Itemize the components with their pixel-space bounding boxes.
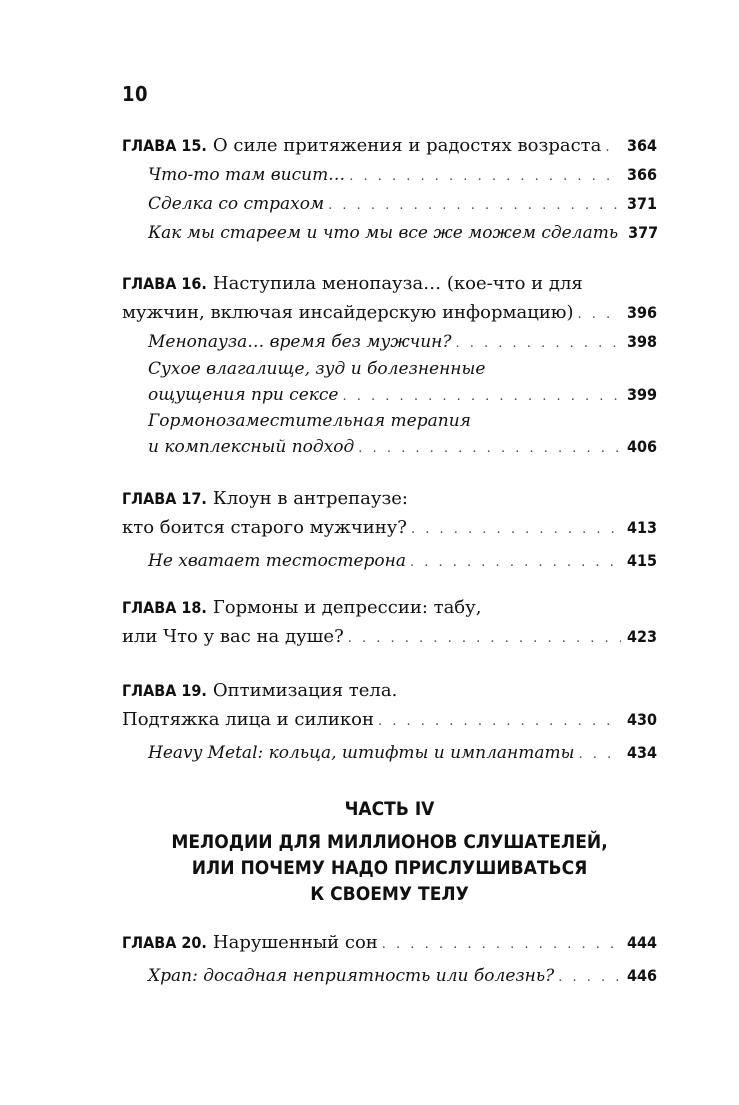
chapter-title: Клоун в антрепаузе: — [212, 488, 408, 509]
toc-section[interactable] — [122, 327, 657, 356]
chapter-page-number: 413 — [626, 518, 657, 537]
section-page-number: 406 — [626, 437, 657, 456]
toc-chapter-15 — [122, 131, 657, 247]
toc-section[interactable] — [122, 434, 657, 460]
section-title: ощущения при сексе — [148, 385, 339, 405]
chapter-title-line[interactable] — [122, 298, 657, 327]
section-title: Что-то там висит… — [148, 165, 346, 185]
toc-section[interactable] — [122, 160, 657, 189]
chapter-title-line[interactable] — [122, 593, 657, 622]
section-title: Менопауза… время без мужчин? — [148, 332, 452, 352]
section-title: и комплексный подход — [148, 437, 355, 457]
chapter-title: Подтяжка лица и силикон — [122, 709, 374, 730]
chapter-page-number: 364 — [626, 136, 657, 155]
chapter-title-line[interactable] — [122, 928, 657, 957]
leader-dots — [410, 548, 621, 577]
chapter-title: мужчин, включая инсайдерскую информацию) — [122, 302, 574, 323]
section-page-number: 399 — [626, 385, 657, 404]
chapter-page-number: 396 — [626, 303, 657, 322]
chapter-label: ГЛАВА 17. — [122, 489, 207, 508]
chapter-title: или Что у вас на душе? — [122, 626, 344, 647]
section-title: Не хватает тестостерона — [148, 551, 406, 571]
chapter-title-line[interactable] — [122, 622, 657, 651]
chapter-title: Наступила менопауза… (кое-что и для — [212, 273, 583, 294]
leader-dots — [578, 740, 620, 769]
chapter-label: ГЛАВА 19. — [122, 681, 207, 700]
chapter-title: О силе притяжения и радостях возраста — [212, 135, 602, 156]
section-title: Сделка со страхом — [148, 194, 325, 214]
toc-chapter-17 — [122, 484, 657, 575]
section-title: Сухое влагалище, зуд и болезненные — [148, 359, 486, 379]
chapter-page-number: 423 — [626, 627, 657, 646]
part-heading — [122, 795, 657, 907]
toc-chapter-20 — [122, 928, 657, 990]
chapter-label: ГЛАВА 20. — [122, 933, 207, 952]
section-page-number: 377 — [628, 223, 659, 242]
section-title: Гормонозаместительная терапия — [148, 411, 471, 431]
leader-dots — [558, 963, 621, 992]
section-title: Храп: досадная неприятность или болезнь? — [148, 966, 555, 986]
toc-section[interactable] — [122, 218, 657, 247]
toc-section[interactable] — [122, 738, 657, 767]
chapter-label: ГЛАВА 15. — [122, 136, 207, 155]
chapter-label: ГЛАВА 18. — [122, 598, 207, 617]
part-label: ЧАСТЬ IV — [344, 798, 435, 820]
section-page-number: 371 — [626, 194, 657, 213]
chapter-title: Нарушенный сон — [212, 932, 378, 953]
chapter-title-line[interactable] — [122, 131, 657, 160]
leader-dots — [358, 436, 621, 462]
section-title: Heavy Metal: кольца, штифты и имплантаты — [148, 743, 575, 763]
section-page-number: 446 — [626, 966, 657, 985]
leader-dots — [411, 515, 621, 544]
section-title: Как мы стареем и что мы все же можем сделать — [148, 223, 619, 243]
leader-dots — [605, 133, 621, 162]
toc-section[interactable] — [122, 382, 657, 408]
toc-chapter-16 — [122, 269, 657, 460]
section-page-number: 415 — [626, 551, 657, 570]
chapter-title-line[interactable] — [122, 676, 657, 705]
chapter-label: ГЛАВА 16. — [122, 274, 207, 293]
chapter-title: кто боится старого мужчину? — [122, 517, 407, 538]
toc-section[interactable] — [122, 961, 657, 990]
chapter-title-line[interactable] — [122, 705, 657, 734]
section-page-number: 398 — [626, 332, 657, 351]
toc-chapter-19 — [122, 676, 657, 767]
toc-section[interactable] — [122, 546, 657, 575]
chapter-title-line[interactable] — [122, 269, 657, 298]
leader-dots — [378, 707, 621, 736]
chapter-page-number: 444 — [626, 933, 657, 952]
chapter-page-number: 430 — [626, 710, 657, 729]
leader-dots — [382, 930, 621, 959]
leader-dots — [328, 191, 621, 220]
toc-section-line[interactable] — [122, 408, 657, 434]
chapter-title-line[interactable] — [122, 484, 657, 513]
leader-dots — [349, 162, 621, 191]
toc-chapter-18 — [122, 593, 657, 651]
part-title-line: К СВОЕМУ ТЕЛУ — [310, 883, 469, 905]
toc-section-line[interactable] — [122, 356, 657, 382]
chapter-title-line[interactable] — [122, 513, 657, 542]
page-number: 10 — [122, 82, 149, 106]
part-title-line: ИЛИ ПОЧЕМУ НАДО ПРИСЛУШИВАТЬСЯ — [191, 857, 588, 879]
section-page-number: 366 — [626, 165, 657, 184]
leader-dots — [578, 300, 621, 329]
leader-dots — [348, 624, 621, 653]
toc-section[interactable] — [122, 189, 657, 218]
leader-dots — [343, 384, 621, 410]
part-title-line: МЕЛОДИИ ДЛЯ МИЛЛИОНОВ СЛУШАТЕЛЕЙ, — [171, 831, 608, 853]
chapter-title: Оптимизация тела. — [212, 680, 398, 701]
leader-dots — [455, 329, 620, 358]
chapter-title: Гормоны и депрессии: табу, — [212, 597, 482, 618]
section-page-number: 434 — [626, 743, 657, 762]
